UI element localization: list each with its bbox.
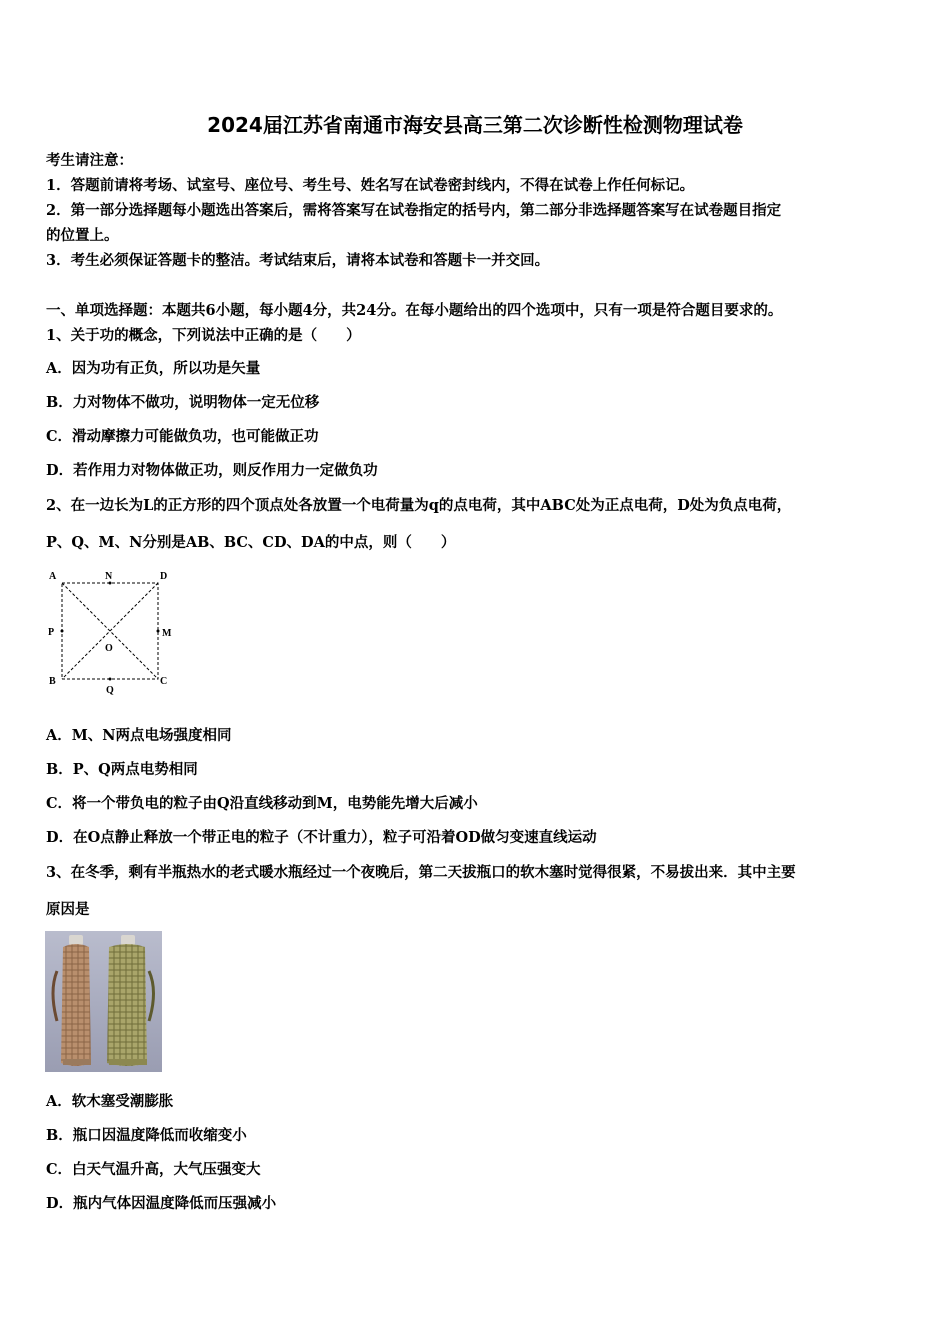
q3-option-a: A．软木塞受潮膨胀	[46, 1093, 174, 1110]
notice-item-3: 3．考生必须保证答题卡的整洁。考试结束后，请将本试卷和答题卡一并交回。	[46, 252, 550, 269]
q1-option-a: A．因为功有正负，所以功是矢量	[46, 360, 261, 377]
q3-option-d: D．瓶内气体因温度降低而压强减小	[46, 1195, 277, 1212]
q2-option-a: A．M、N两点电场强度相同	[46, 727, 232, 744]
q2-option-c: C．将一个带负电的粒子由Q沿直线移动到M，电势能先增大后减小	[46, 795, 478, 812]
q3-option-c: C．白天气温升高，大气压强变大	[46, 1161, 261, 1178]
notice-item-2: 2．第一部分选择题每小题选出答案后，需将答案写在试卷指定的括号内，第二部分非选择题答案写在试卷题目指定	[46, 202, 782, 219]
q2-stem-line2: P、Q、M、N分别是AB、BC、CD、DA的中点，则（ ）	[46, 534, 456, 551]
notice-item-2-cont: 的位置上。	[46, 227, 119, 244]
label-m: M	[162, 628, 172, 639]
label-p: P	[48, 627, 55, 638]
q2-option-d: D．在O点静止释放一个带正电的粒子（不计重力），粒子可沿着OD做匀变速直线运动	[46, 829, 597, 846]
point-p	[61, 630, 64, 633]
label-d: D	[160, 571, 168, 582]
thermos-photo	[45, 931, 162, 1072]
page-title: 2024届江苏省南通市海安县高三第二次诊断性检测物理试卷	[207, 113, 743, 137]
q3-stem-line2: 原因是	[46, 901, 90, 918]
notice-heading: 考生请注意：	[46, 152, 133, 169]
q1-stem: 1、关于功的概念，下列说法中正确的是（ ）	[46, 327, 361, 344]
notice-item-1: 1．答题前请将考场、试室号、座位号、考生号、姓名写在试卷密封线内，不得在试卷上作任何标记。	[46, 177, 695, 194]
q3-stem-line1: 3、在冬季，剩有半瓶热水的老式暖水瓶经过一个夜晚后，第二天拔瓶口的软木塞时觉得很紧，不易拔出来．其中主要	[46, 864, 796, 881]
label-a: A	[49, 571, 57, 582]
square-charge-diagram	[40, 566, 190, 698]
q1-option-b: B．力对物体不做功，说明物体一定无位移	[46, 394, 320, 411]
q2-stem-line1: 2、在一边长为L的正方形的四个顶点处各放置一个电荷量为q的点电荷，其中ABC处为正点电荷，D处为负点电荷，	[46, 497, 792, 514]
q1-option-d: D．若作用力对物体做正功，则反作用力一定做负功	[46, 462, 378, 479]
label-b: B	[49, 676, 56, 687]
label-c: C	[160, 676, 168, 687]
point-q	[109, 678, 112, 681]
label-n: N	[105, 571, 113, 582]
label-q: Q	[106, 685, 114, 696]
point-m	[157, 630, 160, 633]
q2-option-b: B．P、Q两点电势相同	[46, 761, 198, 778]
section-heading: 一、单项选择题：本题共6小题，每小题4分，共24分。在每小题给出的四个选项中，只有一项是符合题目要求的。	[46, 302, 783, 319]
label-o: O	[105, 643, 113, 654]
q1-option-c: C．滑动摩擦力可能做负功，也可能做正功	[46, 428, 319, 445]
q3-option-b: B．瓶口因温度降低而收缩变小	[46, 1127, 247, 1144]
